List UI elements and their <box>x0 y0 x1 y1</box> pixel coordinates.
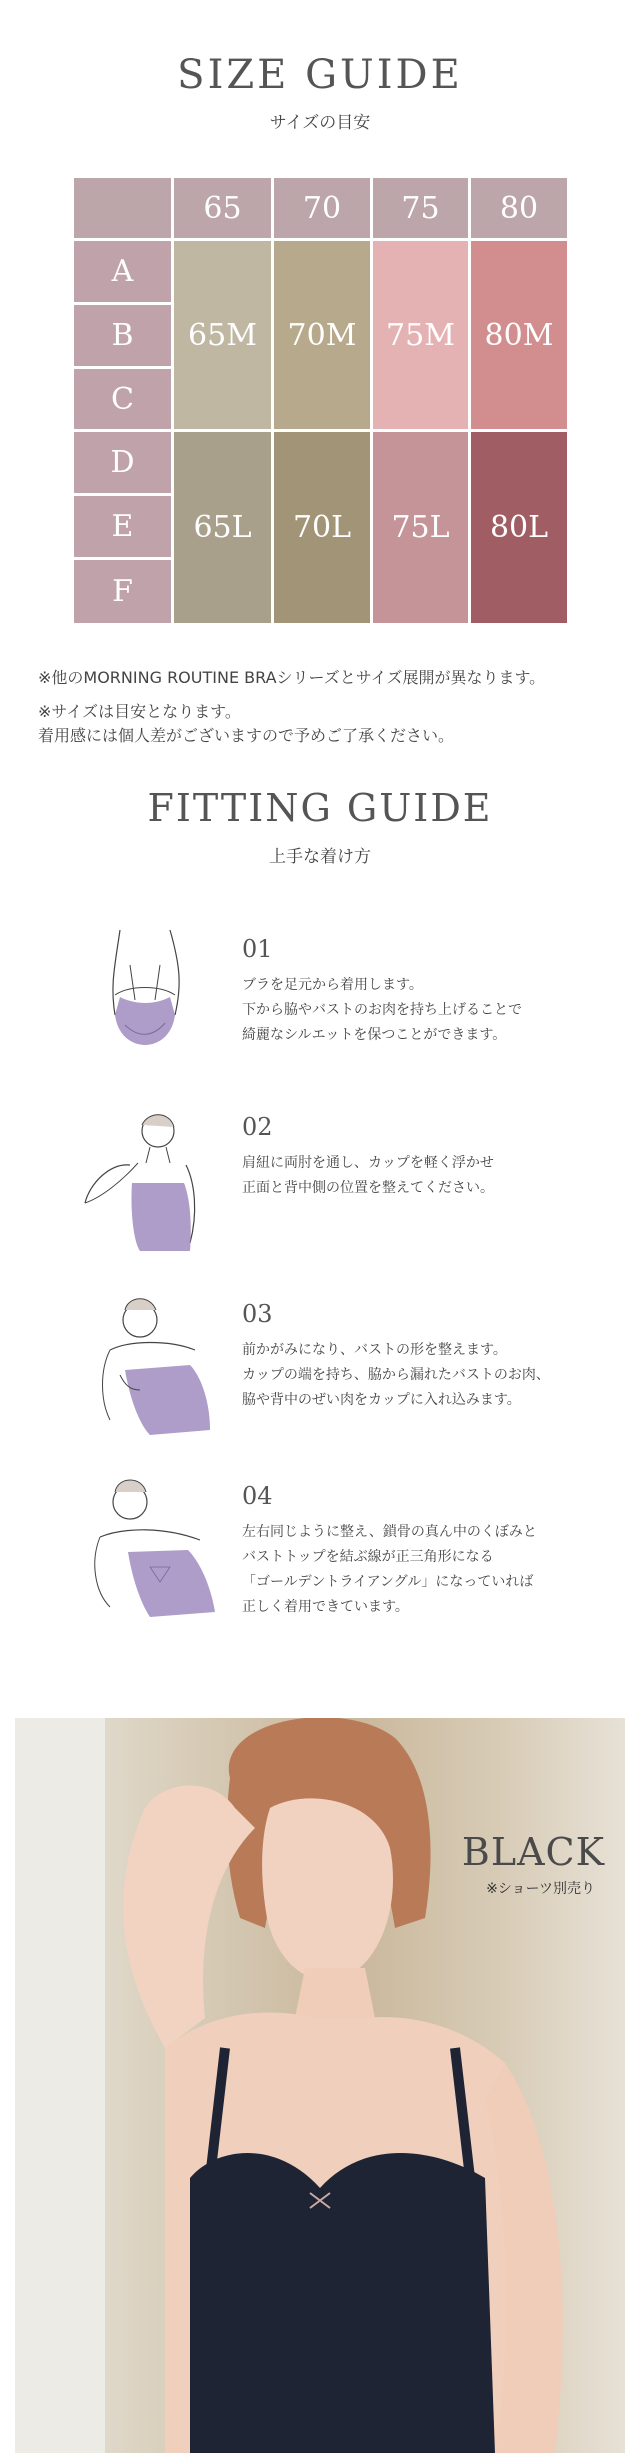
size-75m: 75M <box>373 241 468 429</box>
fitting-guide-title: FITTING GUIDE <box>147 786 493 830</box>
step-golden-triangle-illustration <box>70 1472 220 1622</box>
step-number: 01 <box>242 935 273 963</box>
size-guide-subtitle: サイズの目安 <box>269 113 371 133</box>
size-guide-title: SIZE GUIDE <box>177 52 463 98</box>
size-65l: 65L <box>174 432 271 623</box>
fitting-step-04 <box>70 1472 590 1622</box>
size-65m: 65M <box>174 241 271 429</box>
fitting-step-01 <box>70 925 590 1075</box>
band-size-65: 65 <box>174 178 271 238</box>
size-note-2: ※サイズは目安となります。 <box>38 702 241 721</box>
cup-size-a: A <box>74 241 171 302</box>
cup-size-c: C <box>74 369 171 429</box>
size-chart <box>74 178 567 623</box>
size-note-3: 着用感には個人差がございますので予めご了承ください。 <box>38 726 455 745</box>
fitting-step-02 <box>70 1103 590 1253</box>
color-label: BLACK <box>461 1830 605 1874</box>
size-note-1: ※他のMORNING ROUTINE BRAシリーズとサイズ展開が異なります。 <box>38 668 546 687</box>
step-description: 肩紐に両肘を通し、カップを軽く浮かせ 正面と背中側の位置を整えてください。 <box>242 1155 494 1196</box>
product-photo <box>15 1718 625 2453</box>
size-chart-corner <box>74 178 171 238</box>
step-description: 左右同じように整え、鎖骨の真ん中のくぼみと バストトップを結ぶ線が正三角形になる 「ゴールデントライアングル」になっていれば 正しく着用できています。 <box>242 1524 537 1615</box>
cup-size-f: F <box>74 560 171 623</box>
size-80l: 80L <box>471 432 567 623</box>
size-70l: 70L <box>274 432 370 623</box>
shorts-sold-separately-note: ※ショーツ別売り <box>486 1881 595 1897</box>
band-size-75: 75 <box>373 178 468 238</box>
step-adjust-strap-illustration <box>70 1103 220 1253</box>
step-description: 前かがみになり、バストの形を整えます。 カップの端を持ち、脇から漏れたバストのお肉、 脇や背中のぜい肉をカップに入れ込みます。 <box>242 1342 550 1408</box>
step-lean-forward-illustration <box>70 1290 220 1440</box>
step-number: 03 <box>242 1300 273 1328</box>
fitting-step-03 <box>70 1290 590 1440</box>
fitting-guide-subtitle: 上手な着け方 <box>269 847 371 867</box>
band-size-80: 80 <box>471 178 567 238</box>
size-80m: 80M <box>471 241 567 429</box>
cup-size-b: B <box>74 305 171 366</box>
step-description: ブラを足元から着用します。 下から脇やバストのお肉を持ち上げることで 綺麗なシルエットを保つことができます。 <box>242 977 522 1043</box>
size-70m: 70M <box>274 241 370 429</box>
cup-size-d: D <box>74 432 171 493</box>
step-number: 04 <box>242 1482 273 1510</box>
step-pull-up-illustration <box>70 925 220 1075</box>
size-75l: 75L <box>373 432 468 623</box>
band-size-70: 70 <box>274 178 370 238</box>
cup-size-e: E <box>74 496 171 557</box>
model-illustration <box>15 1718 625 2453</box>
step-number: 02 <box>242 1113 273 1141</box>
